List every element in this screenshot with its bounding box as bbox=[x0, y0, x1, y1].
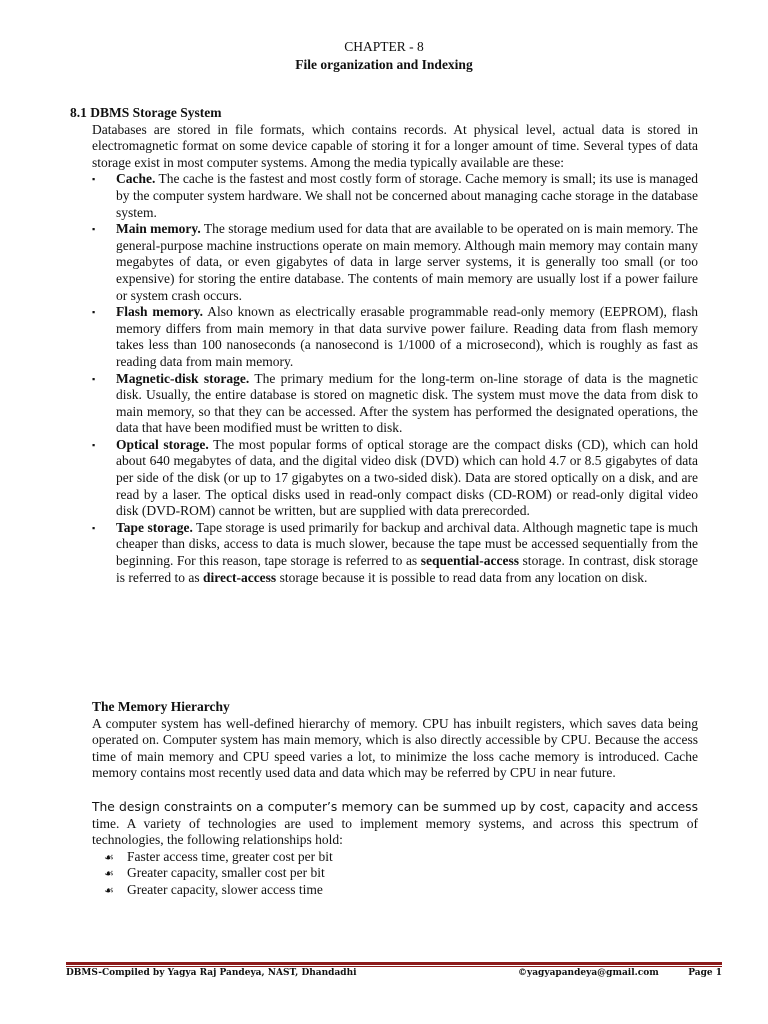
list-item-term: Magnetic-disk storage. bbox=[116, 370, 250, 386]
design-constraints-text: time. A variety of technologies are used to implement memory systems, and across this spectrum of technologies, the following relationships hold: bbox=[92, 815, 698, 848]
list-item bbox=[92, 304, 698, 370]
list-item bbox=[92, 436, 698, 520]
direct-access-term: direct-access bbox=[202, 569, 277, 585]
list-item-term: Main memory. bbox=[116, 221, 201, 237]
list-item-term: Optical storage. bbox=[116, 436, 209, 452]
section-heading: The Memory Hierarchy bbox=[92, 699, 230, 714]
bullet-icon: ▪ bbox=[92, 174, 96, 185]
list-item-text: Tape storage is used primarily for backup and archival data. Although magnetic tape is much cheaper than disks, access to data is much slower, because the tape must be accessed sequentially from the beginning. For this reason, tape storage is referred to as bbox=[116, 519, 699, 569]
sequential-access-term: sequential-access bbox=[420, 553, 519, 569]
design-constraints-paragraph bbox=[92, 799, 698, 849]
bullet-icon: ▪ bbox=[92, 224, 96, 235]
bullet-icon: ▪ bbox=[92, 439, 96, 450]
list-item-text: Also known as electrically erasable programmable read-only memory (EEPROM), flash memory differs from main memory in that data survive power failure. Reading data from flash memory takes less than 100 nanoseconds (a nanosecond is 1/1000 of a microsecond), which is roughly as fast as reading data from main memory. bbox=[116, 304, 698, 369]
intro-paragraph: Databases are stored in file formats, which contains records. At physical level, actual data is stored in electromagnetic format on some device capable of storing it for a longer amount of time. Several types of data storage exist in most computer systems. Among the media typically available are these: bbox=[92, 121, 698, 170]
arrow-bullet-icon: ☙ bbox=[104, 884, 114, 897]
arrow-bullet-icon: ☙ bbox=[104, 868, 114, 881]
chapter-number: CHAPTER - 8 bbox=[344, 39, 424, 54]
chapter-title: File organization and Indexing bbox=[295, 57, 473, 72]
section-memory-hierarchy bbox=[92, 699, 698, 899]
list-item-text: The cache is the fastest and most costly form of storage. Cache memory is small; its use is managed by the computer system hardware. We shall not be concerned about managing cache storage in the database system. bbox=[116, 171, 698, 220]
bullet-icon: ▪ bbox=[92, 373, 96, 384]
list-item: ☙ Faster access time, greater cost per bit bbox=[127, 849, 698, 866]
footer-author: DBMS-Compiled by Yagya Raj Pandeya, NAST, Dhandadhi bbox=[66, 968, 357, 978]
list-item-text: storage because it is possible to read data from any location on disk. bbox=[276, 569, 648, 585]
section-dbms-storage bbox=[70, 105, 698, 586]
list-item bbox=[92, 221, 698, 304]
relationships-list bbox=[92, 849, 698, 899]
list-item bbox=[92, 370, 698, 437]
list-item-text: The storage medium used for data that are available to be operated on is main memory. The general-purpose machine instructions operate on main memory. Although main memory may contain many megabytes of data, or even gigabytes of data in large server systems, it is generally too small (or too expensive) for storing the entire database. The contents of main memory are usually lost if a power failure or system crash occurs. bbox=[116, 221, 698, 303]
footer-divider-thin bbox=[66, 966, 722, 967]
chapter-header bbox=[0, 38, 768, 74]
list-item: ☙ Greater capacity, smaller cost per bit bbox=[127, 865, 698, 882]
arrow-bullet-icon: ☙ bbox=[104, 851, 114, 864]
list-item-text: The primary medium for the long-term on-line storage of data is the magnetic disk. Usually, the entire database is stored on magnetic disk. The system must move the data from disk to main memory, so that they can be accessed. After the system has performed the designated operations, the data that have been modified must be written to disk. bbox=[116, 370, 698, 436]
footer-divider bbox=[66, 962, 722, 965]
bullet-icon: ▪ bbox=[92, 522, 96, 533]
page-number: Page 1 bbox=[688, 968, 722, 978]
list-item: ☙ Greater capacity, slower access time bbox=[127, 882, 698, 899]
hierarchy-paragraph: A computer system has well-defined hierarchy of memory. CPU has inbuilt registers, which saves data being operated on. Computer system has main memory, which is also directly accessible by CPU. Because the access time of main memory and CPU speed varies a lot, to minimize the loss cache memory is introduced. Cache memory contains most recently used data and data which may be referred by CPU in near future. bbox=[92, 715, 698, 781]
design-constraints-lead: The design constraints on a computer’s memory can be summed up by cost, capacity and access bbox=[92, 799, 698, 814]
list-item bbox=[92, 171, 698, 221]
list-item-text: storage. In contrast, disk storage is referred to as bbox=[116, 553, 698, 585]
footer-email: ©yagyapandeya@gmail.com bbox=[518, 968, 659, 978]
list-item-tape bbox=[92, 519, 699, 586]
storage-types-list bbox=[70, 171, 698, 586]
section-heading: 8.1 DBMS Storage System bbox=[70, 105, 222, 120]
list-item-text: The most popular forms of optical storage are the compact disks (CD), which can hold about 640 megabytes of data, and the digital video disk (DVD) which can hold 4.7 or 8.5 gigabytes of data per side of the disk (or up to 17 gigabytes on a two-sided disk). Data are stored optically on a disk, and are read by a laser. The optical disks used in read-only compact disks (CD-ROM) or read-only digital video disk (DVD-ROM) cannot be written, but are supplied with data prerecorded. bbox=[116, 436, 698, 519]
list-item-term: Tape storage. bbox=[116, 519, 193, 535]
list-item-term: Flash memory. bbox=[116, 304, 204, 320]
bullet-icon: ▪ bbox=[92, 307, 96, 318]
list-item-term: Cache. bbox=[116, 171, 156, 187]
